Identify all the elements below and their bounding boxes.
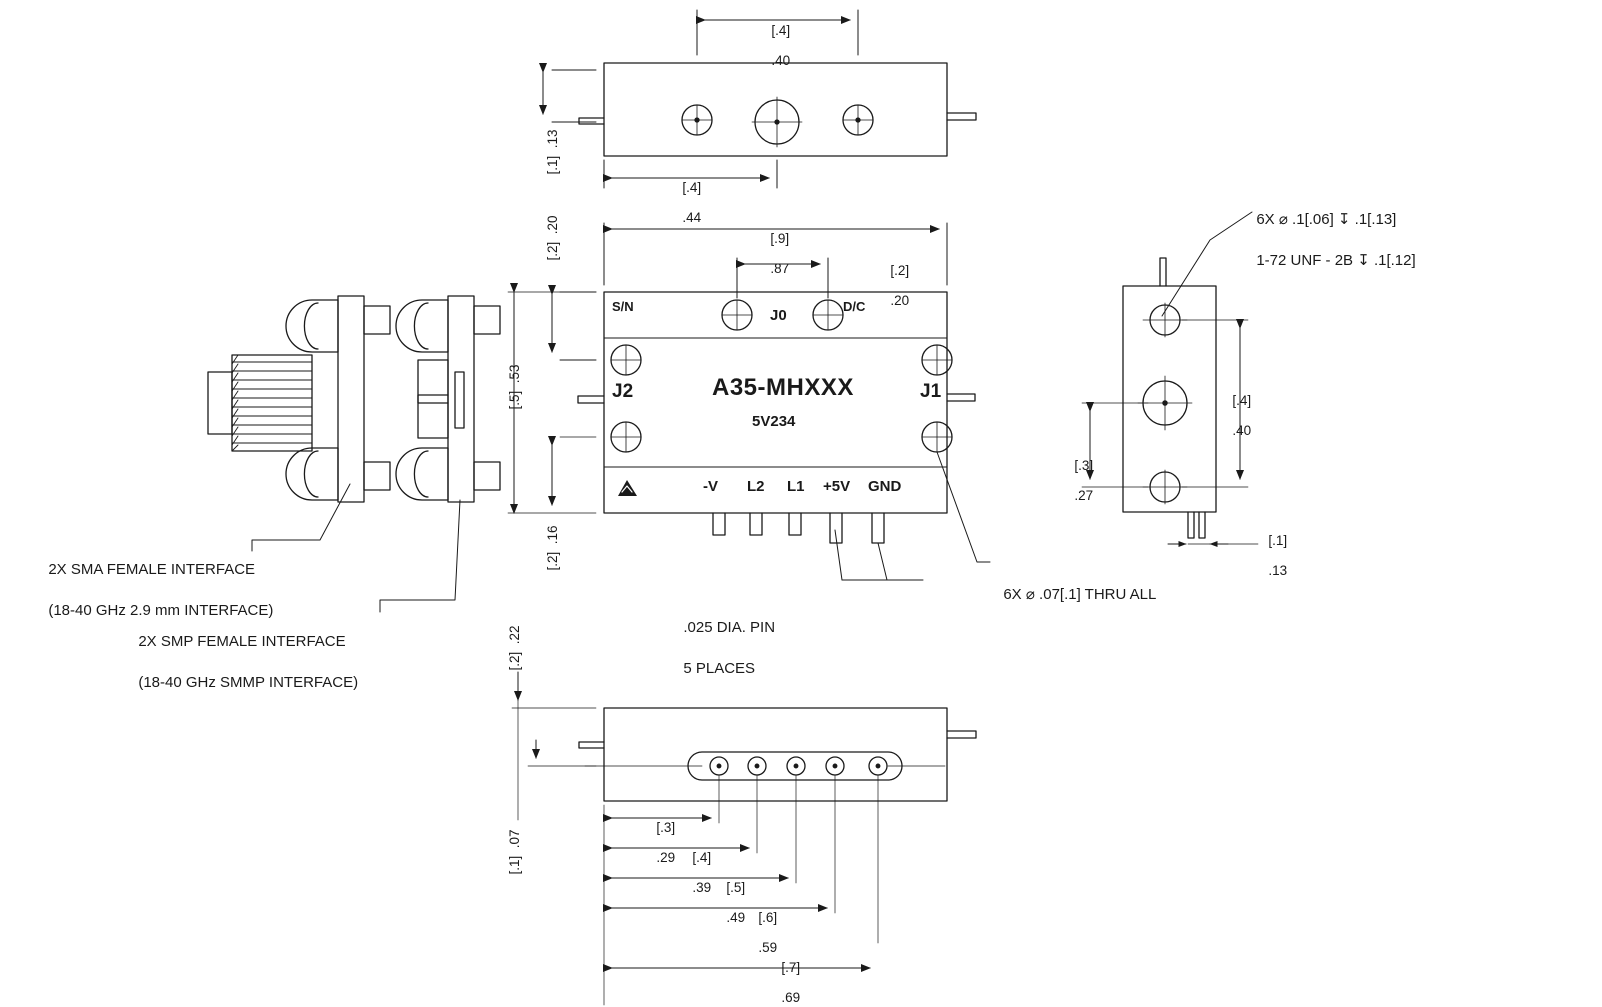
dim-side-0-13 [1232,518,1316,578]
dim-bracket: [.6] [758,910,778,926]
pin-label-minus-v: -V [703,478,718,495]
dim-value: .53 [507,364,523,384]
dim-value: .40 [771,53,791,69]
note-line-2: (18-40 GHz SMMP INTERFACE) [138,673,359,691]
note-line-2: 5 PLACES [683,659,756,677]
note-line-1: .025 DIA. PIN [683,619,776,637]
dim-value: .44 [682,210,702,226]
dim-bracket: [.9] [770,231,790,247]
dim-bracket: [.3] [1074,458,1094,474]
dim-bottom-0-07 [492,829,522,882]
silk-j1: J1 [920,381,942,402]
tapped-hole-note [1248,190,1416,271]
dim-value: .59 [758,940,778,956]
pin-label-plus-5v: +5V [823,478,851,495]
note-line-2: (18-40 GHz 2.9 mm INTERFACE) [48,601,274,619]
dim-value: .87 [770,261,790,277]
smp-connector-view [396,296,500,502]
dim-value: .20 [890,293,910,309]
dim-front-0-53 [492,364,522,417]
dim-bracket: [.2] [545,551,561,571]
sub-code-label: 5V234 [752,413,796,430]
dim-value: .39 [692,880,712,896]
dim-front-0-20-j0 [854,248,938,308]
dim-front-0-20-left [530,215,560,268]
dim-bracket: [.1] [507,855,523,875]
dim-side-0-40 [1196,378,1280,438]
pin-label-gnd: GND [868,478,902,495]
dim-value: .49 [726,910,746,926]
sma-interface-note [40,540,273,621]
dim-top-0-44 [646,165,730,225]
dim-bracket: [.5] [507,390,523,410]
dim-top-0-40 [735,8,819,68]
part-number-label: A35-MHXXX [712,374,854,401]
dim-value: .27 [1074,488,1094,504]
silk-dc: D/C [843,299,866,314]
dim-bracket: [.4] [692,850,712,866]
dim-bracket: [.1] [545,155,561,175]
dim-bracket: [.5] [726,880,746,896]
note-line-1: 2X SMP FEMALE INTERFACE [138,633,346,651]
dim-side-0-27 [1038,443,1122,503]
note-line-1: 2X SMA FEMALE INTERFACE [48,561,256,579]
dim-bracket: [.2] [545,241,561,261]
silk-sn: S/N [612,299,634,314]
dim-value: .69 [781,990,801,1006]
pin-label-l2: L2 [747,478,765,495]
dim-value: .40 [1232,423,1252,439]
dim-front-0-16 [530,525,560,578]
note-line-1: 6X ⌀ .1[.06] ↧ .1[.13] [1256,211,1397,229]
dim-bracket: [.4] [682,180,702,196]
dim-bottom-0-22 [492,625,522,678]
dim-bracket: [.4] [1232,393,1252,409]
dim-value: .16 [545,525,561,545]
dim-bracket: [.4] [771,23,791,39]
dim-top-0-13 [530,129,560,182]
front-view-leaders [835,452,990,580]
bottom-view-body [579,708,976,801]
sma-connector-view [208,296,390,502]
dim-bracket: [.7] [781,960,801,976]
dim-bracket: [.2] [507,651,523,671]
dim-value: .13 [545,129,561,149]
thru-hole-note [995,565,1156,606]
smp-interface-note [130,612,358,693]
dim-value: .29 [656,850,676,866]
dim-bottom-0-69 [745,945,829,1005]
silk-j0: J0 [770,307,787,324]
pin-dia-note [675,598,775,679]
dim-value: .13 [1268,563,1288,579]
dim-bracket: [.1] [1268,533,1288,549]
left-note-leaders [252,484,460,612]
dim-value: .22 [507,625,523,645]
dim-bracket: [.3] [656,820,676,836]
silk-j2: J2 [612,381,634,402]
note-line-2: 1-72 UNF - 2B ↧ .1[.12] [1256,251,1416,269]
dim-value: .07 [507,829,523,849]
dim-bracket: [.2] [890,263,910,279]
note-line-1: 6X ⌀ .07[.1] THRU ALL [1003,586,1157,604]
dim-front-0-87 [734,216,818,276]
pin-label-l1: L1 [787,478,805,495]
dim-value: .20 [545,215,561,235]
top-view-body [579,63,976,156]
